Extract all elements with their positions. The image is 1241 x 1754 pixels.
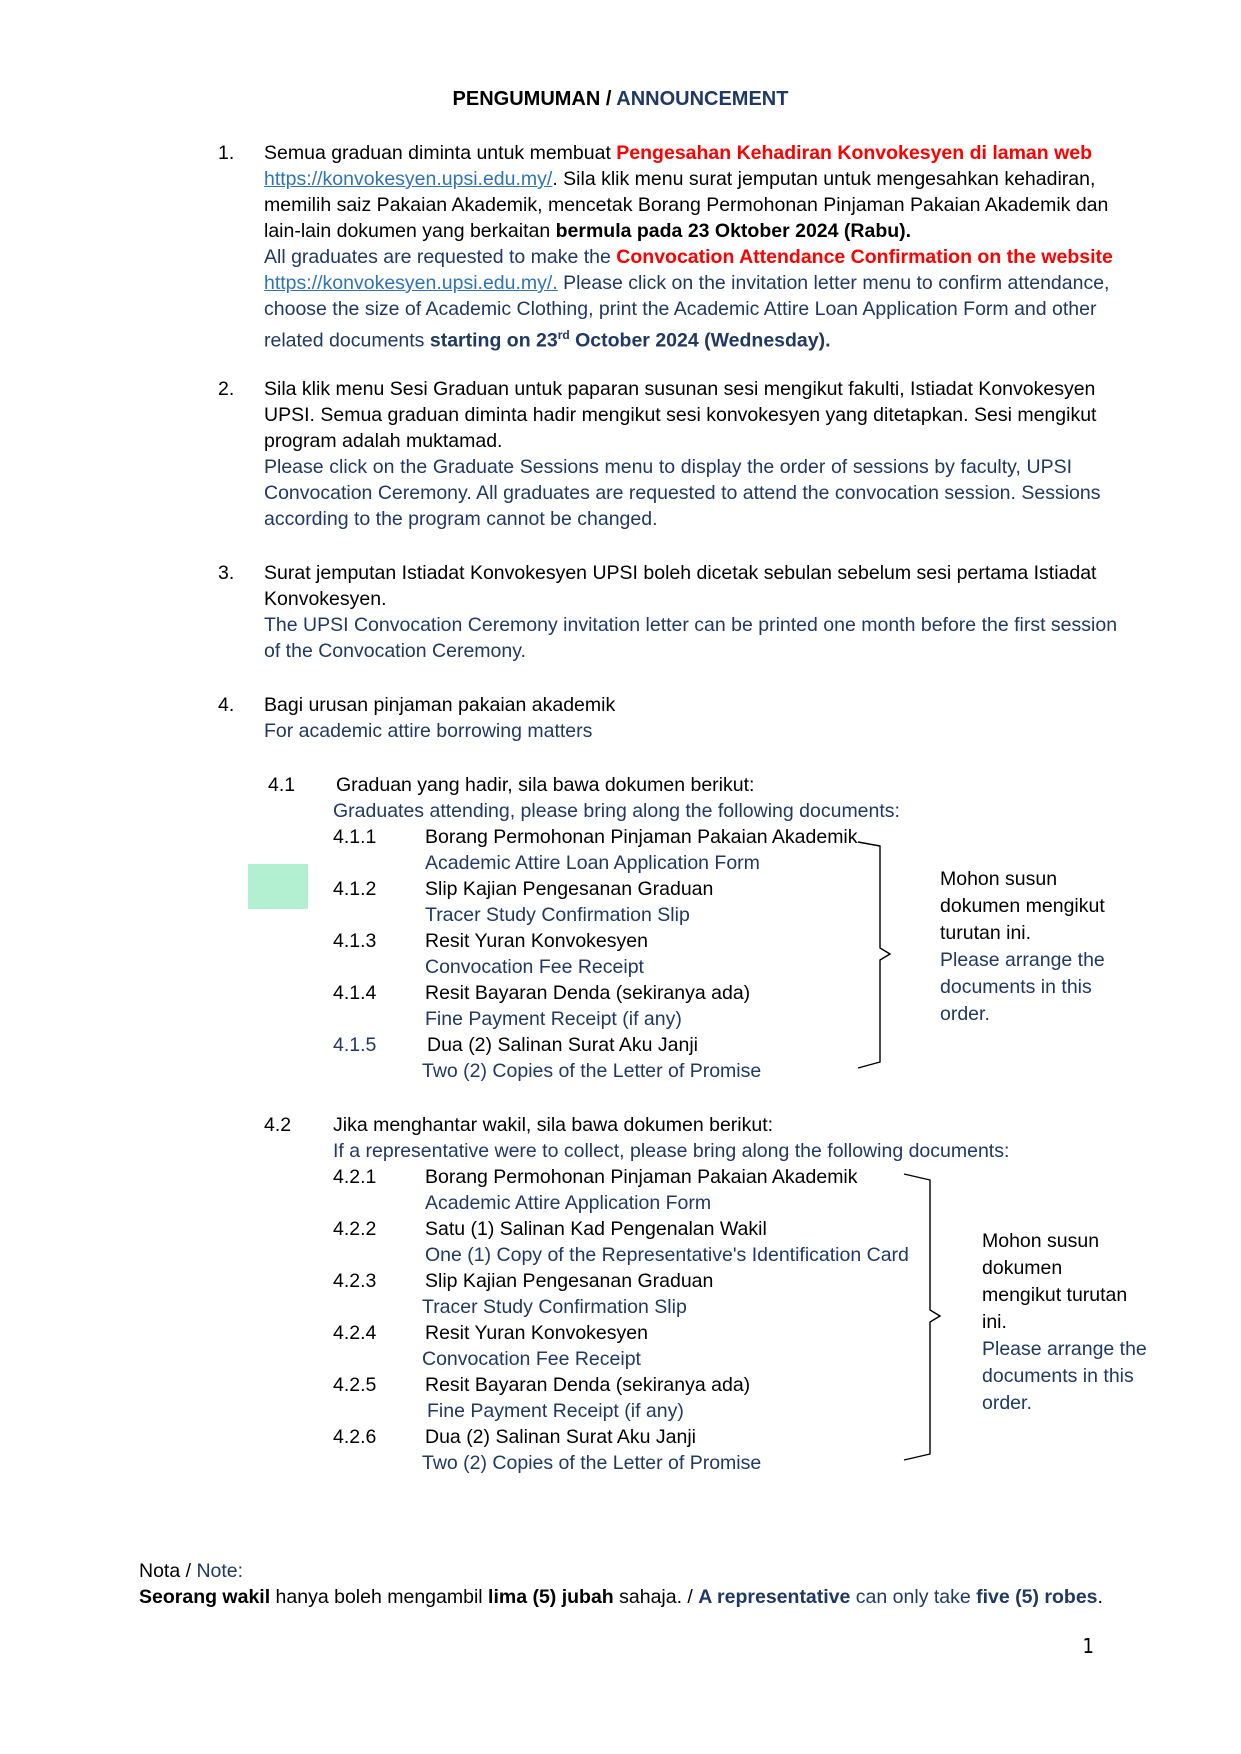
side-note-4-2-en-2: documents in this bbox=[982, 1365, 1134, 1387]
page-title bbox=[0, 88, 1241, 111]
sub-4-1-heading-en: Graduates attending, please bring along the following documents: bbox=[333, 800, 900, 822]
item-1-en-line-2: https://konvokesyen.upsi.edu.my/. Please click on the invitation letter menu to confirm attendance, bbox=[264, 272, 1110, 294]
title-english: ANNOUNCEMENT bbox=[616, 88, 789, 110]
item-2-en-line-1: Please click on the Graduate Sessions menu to display the order of sessions by faculty, UPSI bbox=[264, 456, 1072, 478]
doc-4-2-2-ms: Satu (1) Salinan Kad Pengenalan Wakil bbox=[425, 1218, 767, 1240]
item-4-number: 4. bbox=[218, 694, 235, 716]
doc-4-1-3-en: Convocation Fee Receipt bbox=[425, 956, 644, 978]
sub-4-2-heading-en: If a representative were to collect, please bring along the following documents: bbox=[333, 1140, 1010, 1162]
doc-4-2-5-ms: Resit Bayaran Denda (sekiranya ada) bbox=[425, 1374, 751, 1396]
note-text: Seorang wakil hanya boleh mengambil lima (5) jubah sahaja. / A representative can only take five (5) robes. bbox=[139, 1586, 1103, 1608]
item-2-line-3: program adalah muktamad. bbox=[264, 430, 503, 452]
title-malay: PENGUMUMAN / bbox=[452, 88, 612, 110]
doc-4-1-1-ms: Borang Permohonan Pinjaman Pakaian Akademik bbox=[425, 826, 858, 848]
side-note-4-2 bbox=[982, 1228, 1147, 1417]
doc-4-2-4-en: Convocation Fee Receipt bbox=[422, 1348, 641, 1370]
doc-4-1-4-number: 4.1.4 bbox=[333, 982, 377, 1004]
doc-4-2-2-number: 4.2.2 bbox=[333, 1218, 377, 1240]
doc-4-2-5-number: 4.2.5 bbox=[333, 1374, 377, 1396]
doc-4-1-2-number: 4.1.2 bbox=[333, 878, 377, 900]
doc-4-1-5-number: 4.1.5 bbox=[333, 1034, 377, 1056]
side-note-4-1-en-1: Please arrange the bbox=[940, 949, 1105, 971]
doc-4-2-1-ms: Borang Permohonan Pinjaman Pakaian Akademik bbox=[425, 1166, 858, 1188]
item-1-en-line-4: related documents starting on 23rd October 2024 (Wednesday). bbox=[264, 328, 831, 352]
item-3-en-line-1: The UPSI Convocation Ceremony invitation letter can be printed one month before the first session bbox=[264, 614, 1118, 636]
item-2-line-1: Sila klik menu Sesi Graduan untuk paparan susunan sesi mengikut fakulti, Istiadat Konvokesyen bbox=[264, 378, 1096, 400]
item-3-number: 3. bbox=[218, 562, 235, 584]
side-note-4-1-ms-1: Mohon susun bbox=[940, 868, 1058, 890]
item-1-line-2: https://konvokesyen.upsi.edu.my/. Sila klik menu surat jemputan untuk mengesahkan kehadiran, bbox=[264, 168, 1096, 190]
item-1-line-1: Semua graduan diminta untuk membuat Pengesahan Kehadiran Konvokesyen di laman web bbox=[264, 142, 1093, 164]
doc-4-1-3-ms: Resit Yuran Konvokesyen bbox=[425, 930, 648, 952]
highlight-mark bbox=[248, 864, 308, 909]
brace-4-2 bbox=[900, 1172, 950, 1462]
side-note-4-2-en-1: Please arrange the bbox=[982, 1338, 1147, 1360]
item-2-number: 2. bbox=[218, 378, 235, 400]
doc-4-2-6-en: Two (2) Copies of the Letter of Promise bbox=[422, 1452, 762, 1474]
item-4-heading: Bagi urusan pinjaman pakaian akademik bbox=[264, 694, 616, 716]
brace-4-1 bbox=[850, 840, 900, 1070]
side-note-4-2-en-3: order. bbox=[982, 1392, 1032, 1414]
item-2-en-line-3: according to the program cannot be changed. bbox=[264, 508, 658, 530]
doc-4-2-1-en: Academic Attire Application Form bbox=[425, 1192, 712, 1214]
doc-4-1-2-ms: Slip Kajian Pengesanan Graduan bbox=[425, 878, 714, 900]
doc-4-1-5-ms: Dua (2) Salinan Surat Aku Janji bbox=[427, 1034, 698, 1056]
side-note-4-2-ms-1: Mohon susun bbox=[982, 1230, 1100, 1252]
side-note-4-1 bbox=[940, 866, 1105, 1028]
side-note-4-1-ms-3: turutan ini. bbox=[940, 922, 1032, 944]
doc-4-2-5-en: Fine Payment Receipt (if any) bbox=[427, 1400, 684, 1422]
website-link[interactable]: https://konvokesyen.upsi.edu.my/ bbox=[264, 168, 553, 190]
item-1-en-line-1: All graduates are requested to make the Convocation Attendance Confirmation on the website bbox=[264, 246, 1113, 268]
sub-4-2-heading: Jika menghantar wakil, sila bawa dokumen berikut: bbox=[333, 1114, 774, 1136]
item-1-line-3: memilih saiz Pakaian Akademik, mencetak Borang Permohonan Pinjaman Pakaian Akademik dan bbox=[264, 194, 1109, 216]
sub-4-1-heading: Graduan yang hadir, sila bawa dokumen berikut: bbox=[336, 774, 755, 796]
doc-4-1-1-en: Academic Attire Loan Application Form bbox=[425, 852, 760, 874]
doc-4-1-3-number: 4.1.3 bbox=[333, 930, 377, 952]
side-note-4-1-en-2: documents in this bbox=[940, 976, 1092, 998]
item-1-en-line-3: choose the size of Academic Clothing, print the Academic Attire Loan Application Form and other bbox=[264, 298, 1097, 320]
side-note-4-2-ms-2: dokumen bbox=[982, 1257, 1063, 1279]
sub-4-1-number: 4.1 bbox=[268, 774, 296, 796]
item-3-line-1: Surat jemputan Istiadat Konvokesyen UPSI boleh dicetak sebulan sebelum sesi pertama Istiadat bbox=[264, 562, 1097, 584]
item-2-line-2: UPSI. Semua graduan diminta hadir mengikut sesi konvokesyen yang ditetapkan. Sesi mengikut bbox=[264, 404, 1097, 426]
side-note-4-1-ms-2: dokumen mengikut bbox=[940, 895, 1105, 917]
side-note-4-1-en-3: order. bbox=[940, 1003, 990, 1025]
item-3-en-line-2: of the Convocation Ceremony. bbox=[264, 640, 526, 662]
doc-4-2-3-ms: Slip Kajian Pengesanan Graduan bbox=[425, 1270, 714, 1292]
side-note-4-2-ms-3: mengikut turutan bbox=[982, 1284, 1128, 1306]
website-link-en[interactable]: https://konvokesyen.upsi.edu.my/. bbox=[264, 272, 558, 294]
doc-4-1-1-number: 4.1.1 bbox=[333, 826, 377, 848]
item-3-line-2: Konvokesyen. bbox=[264, 588, 387, 610]
doc-4-1-4-en: Fine Payment Receipt (if any) bbox=[425, 1008, 682, 1030]
sub-4-2-number: 4.2 bbox=[264, 1114, 292, 1136]
side-note-4-2-ms-4: ini. bbox=[982, 1311, 1007, 1333]
doc-4-2-6-ms: Dua (2) Salinan Surat Aku Janji bbox=[425, 1426, 696, 1448]
item-1-number: 1. bbox=[218, 142, 235, 164]
note-label: Nota / Note: bbox=[139, 1560, 244, 1582]
doc-4-1-2-en: Tracer Study Confirmation Slip bbox=[425, 904, 690, 926]
doc-4-2-3-number: 4.2.3 bbox=[333, 1270, 377, 1292]
doc-4-2-4-ms: Resit Yuran Konvokesyen bbox=[425, 1322, 648, 1344]
page-number: 1 bbox=[1082, 1634, 1094, 1658]
doc-4-2-2-en: One (1) Copy of the Representative's Identification Card bbox=[425, 1244, 909, 1266]
doc-4-1-4-ms: Resit Bayaran Denda (sekiranya ada) bbox=[425, 982, 751, 1004]
doc-4-1-5-en: Two (2) Copies of the Letter of Promise bbox=[422, 1060, 762, 1082]
item-2-en-line-2: Convocation Ceremony. All graduates are requested to attend the convocation session. Sessions bbox=[264, 482, 1101, 504]
doc-4-2-6-number: 4.2.6 bbox=[333, 1426, 377, 1448]
doc-4-2-3-en: Tracer Study Confirmation Slip bbox=[422, 1296, 687, 1318]
item-4-heading-en: For academic attire borrowing matters bbox=[264, 720, 593, 742]
doc-4-2-4-number: 4.2.4 bbox=[333, 1322, 377, 1344]
doc-4-2-1-number: 4.2.1 bbox=[333, 1166, 377, 1188]
item-1-line-4: lain-lain dokumen yang berkaitan bermula pada 23 Oktober 2024 (Rabu). bbox=[264, 220, 912, 242]
